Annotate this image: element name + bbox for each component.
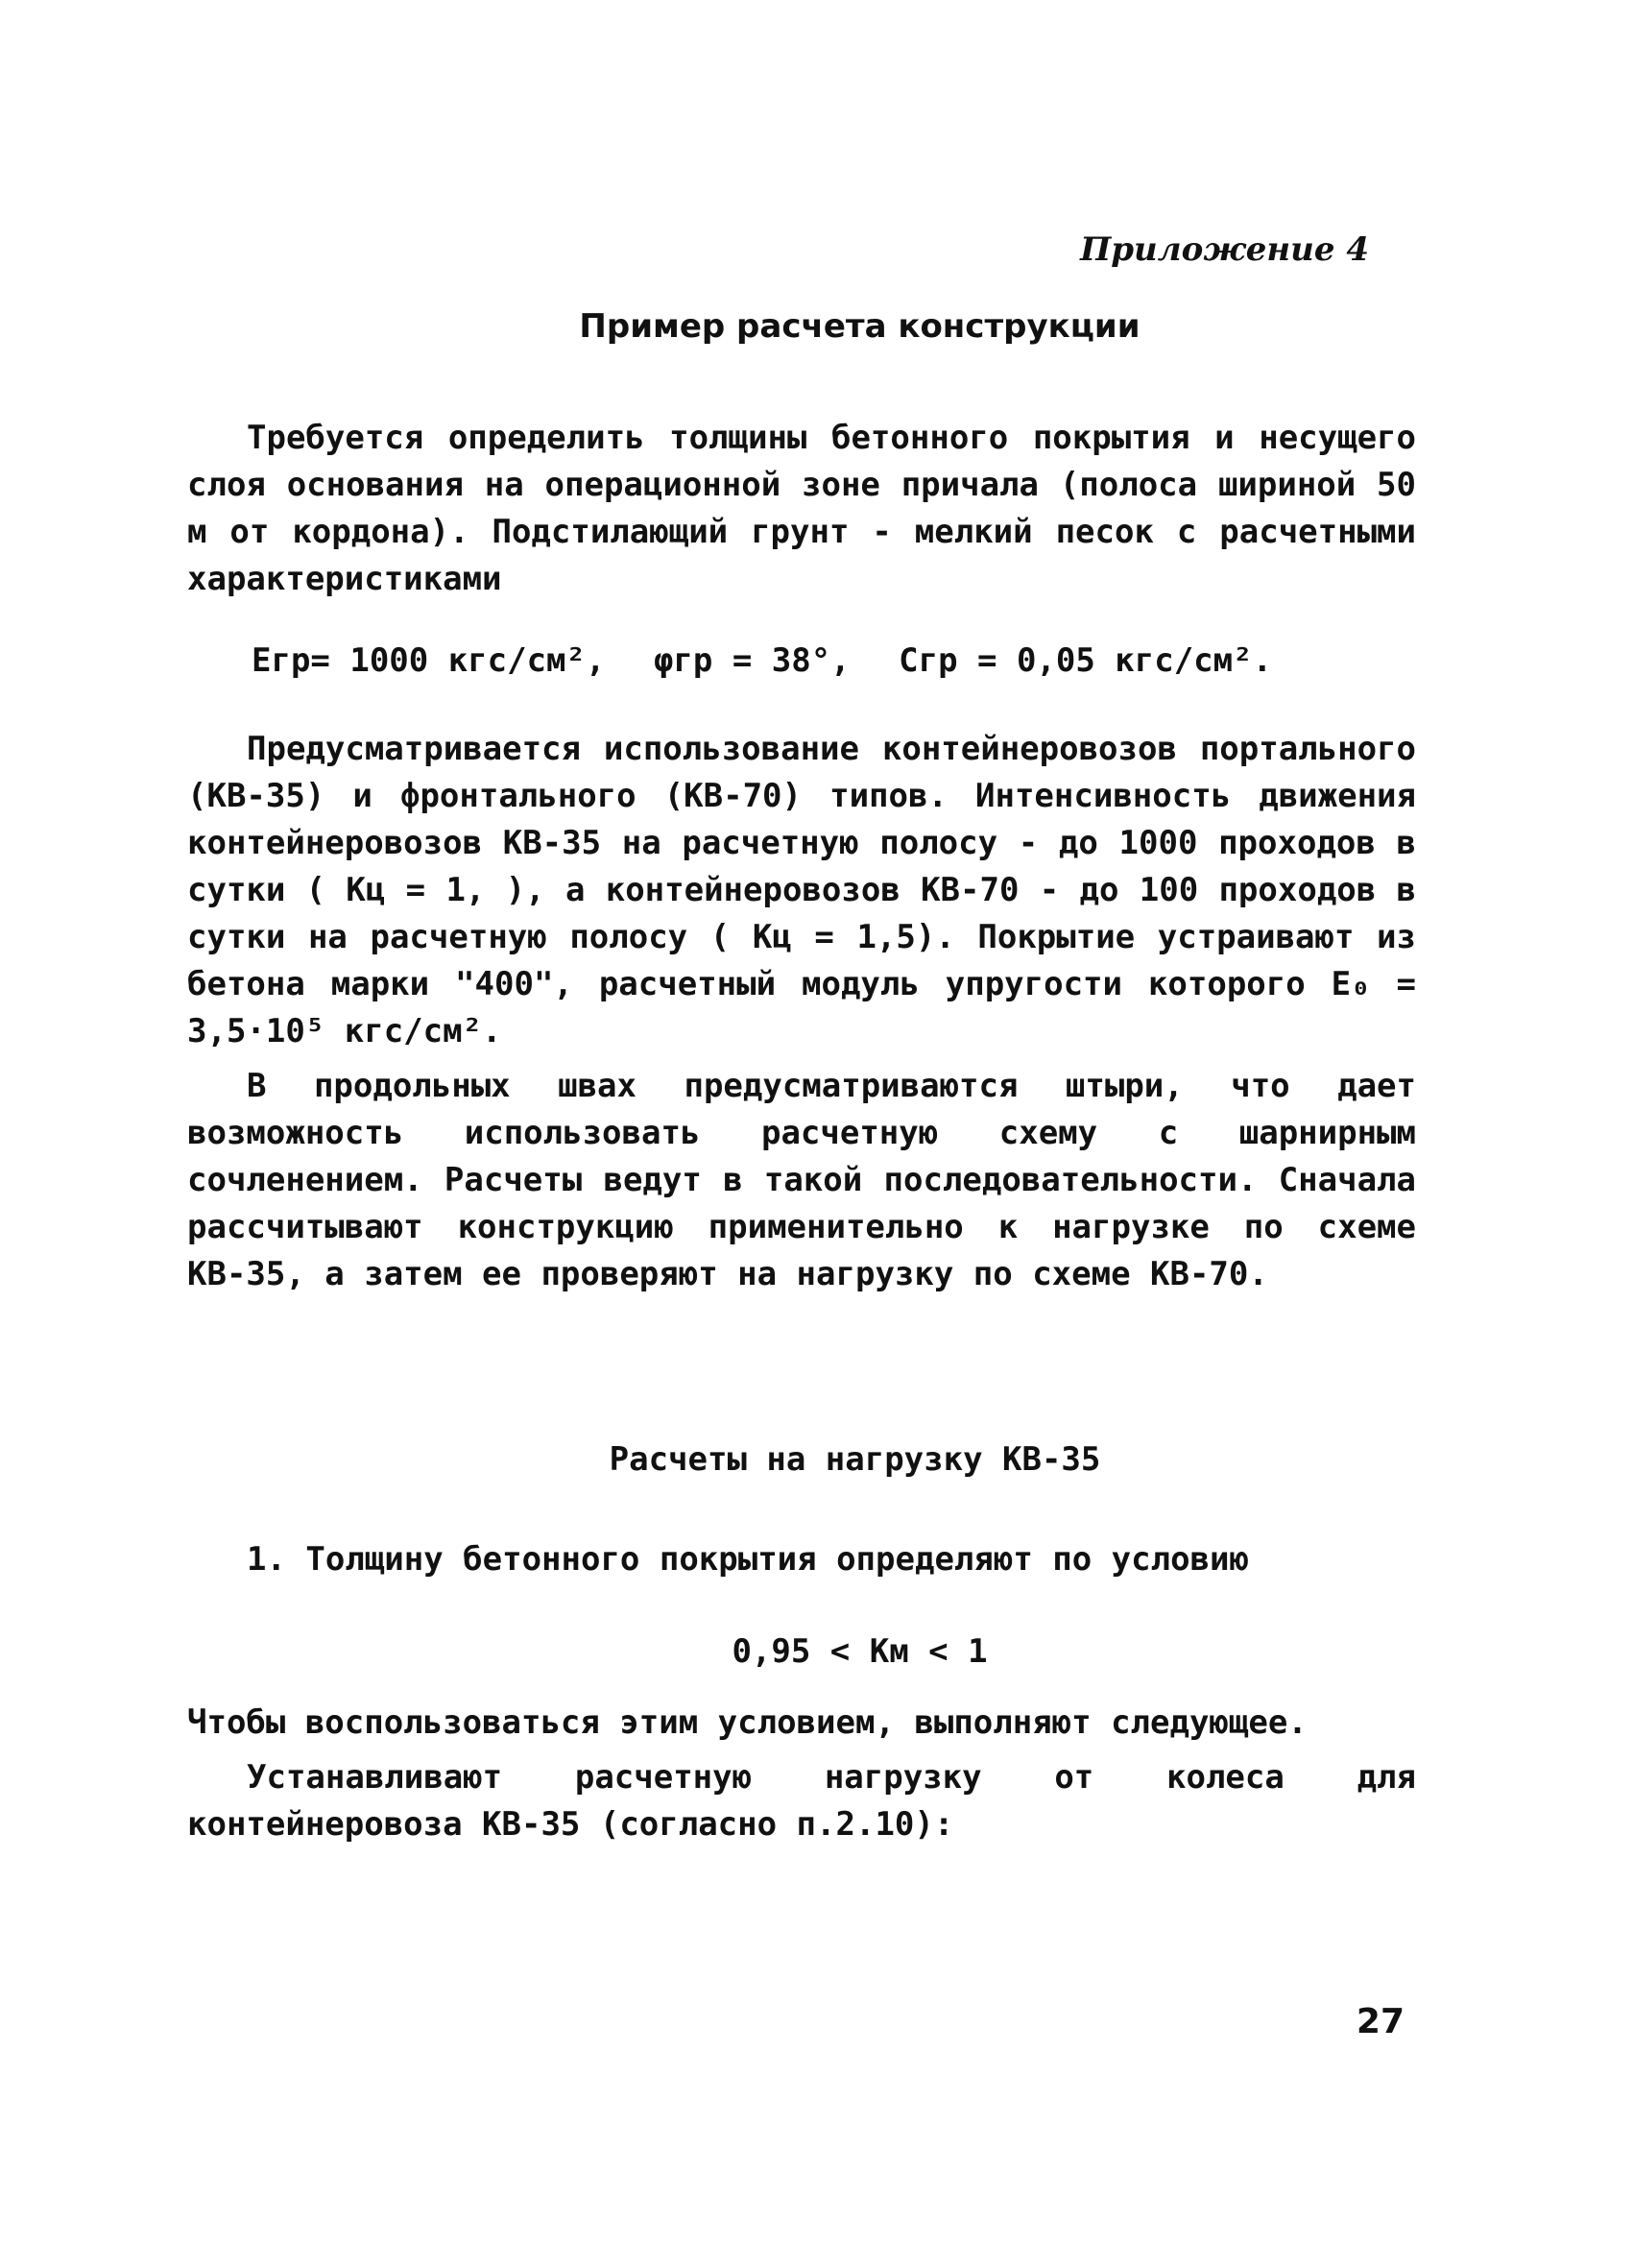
phi-gr-value: φгр = 38°,	[653, 641, 851, 680]
paragraph-block-2	[187, 726, 1416, 1298]
paragraph-block-1	[187, 415, 1416, 603]
paragraph-block-4	[187, 1700, 1416, 1848]
page-number: 27	[1356, 2002, 1405, 2041]
paragraph-block-3	[187, 1536, 1416, 1583]
condition-formula: 0,95 < Kм < 1	[732, 1632, 988, 1671]
soil-parameters-formula	[252, 641, 1301, 680]
paragraph-thickness: 1. Толщину бетонного покрытия определяют по условию	[247, 1540, 1249, 1579]
appendix-label: Приложение 4	[1080, 230, 1369, 269]
c-gr-value: Cгр = 0,05 кгс/см².	[899, 641, 1273, 680]
paragraph-use-condition: Чтобы воспользоваться этим условием, выполняют следующее.	[187, 1703, 1308, 1742]
page-title: Пример расчета конструкции	[579, 307, 1141, 346]
e-gr-value: Eгр= 1000 кгс/см²,	[252, 641, 606, 680]
paragraph-wheel-load: Устанавливают расчетную нагрузку от колеса для контейнеровоза КВ-35 (согласно п.2.10):	[187, 1758, 1416, 1844]
paragraph-loads: Предусматривается использование контейнеровозов портального (КВ-35) и фронтального (КВ-70) типов. Интенсивность движения контейнеровозов КВ-35 на расчетную полосу - до 1000 проходов в сутки ( Kц = 1, ), а контейнеровозов КВ-70 - до 100 проходов в сутки на расчетную полосу ( Kц = 1,5). Покрытие устраивают из бетона марки "400", расчетный модуль упругости которого E₀ = 3,5·10⁵ кгс/см².	[187, 730, 1416, 1050]
section-heading: Расчеты на нагрузку КВ-35	[609, 1440, 1101, 1479]
paragraph-joints: В продольных швах предусматриваются штыри, что дает возможность использовать расчетную схему с шарнирным сочленением. Расчеты ведут в такой последовательности. Сначала рассчитывают конструкцию применительно к нагрузке по схеме КВ-35, а затем ее проверяют на нагрузку по схеме КВ-70.	[187, 1067, 1416, 1293]
paragraph-requirements: Требуется определить толщины бетонного покрытия и несущего слоя основания на операционной зоне причала (полоса шириной 50 м от кордона). Подстилающий грунт - мелкий песок с расчетными характеристиками	[187, 419, 1416, 598]
